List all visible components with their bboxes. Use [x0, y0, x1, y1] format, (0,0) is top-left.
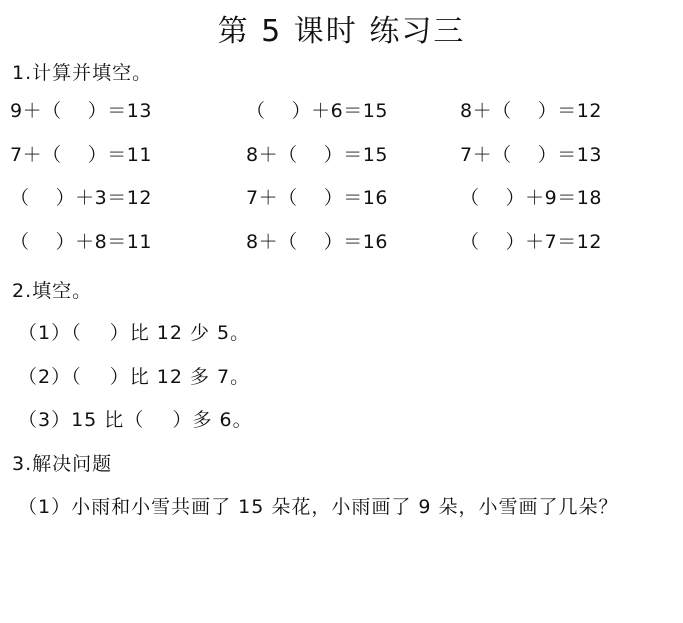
- equation: 9＋（ ）＝13: [10, 100, 152, 122]
- section-2-heading: 2.填空。: [12, 280, 93, 302]
- equation: （ ）＋8＝11: [10, 230, 152, 253]
- fill-blank-item: （3）15 比（ ）多 6。: [18, 409, 253, 431]
- equation: 7＋（ ）＝16: [246, 187, 388, 209]
- word-problem: （1）小雨和小雪共画了 15 朵花，小雨画了 9 朵，小雪画了几朵？: [18, 496, 619, 518]
- fill-blank-item: （1）（ ）比 12 少 5。: [18, 322, 251, 344]
- equation: （ ）＋3＝12: [10, 187, 152, 209]
- arithmetic-row: [10, 96, 670, 140]
- equation: （ ）＋6＝15: [246, 100, 388, 122]
- equation: 8＋（ ）＝16: [246, 230, 388, 253]
- page-title: 第 5 课时 练习三: [217, 14, 466, 49]
- equation: 7＋（ ）＝11: [10, 143, 152, 166]
- arithmetic-row: [10, 183, 670, 227]
- equation: 8＋（ ）＝12: [460, 100, 602, 122]
- fill-blank-item: （2）（ ）比 12 多 7。: [18, 366, 251, 388]
- equation: （ ）＋7＝12: [460, 230, 602, 253]
- section-1-heading: 1.计算并填空。: [12, 62, 153, 84]
- arithmetic-grid: [10, 96, 670, 270]
- equation: 7＋（ ）＝13: [460, 143, 602, 166]
- arithmetic-row: [10, 227, 670, 271]
- equation: 8＋（ ）＝15: [246, 143, 388, 166]
- section-3-heading: 3.解决问题: [12, 453, 113, 475]
- arithmetic-row: [10, 140, 670, 184]
- equation: （ ）＋9＝18: [460, 187, 602, 209]
